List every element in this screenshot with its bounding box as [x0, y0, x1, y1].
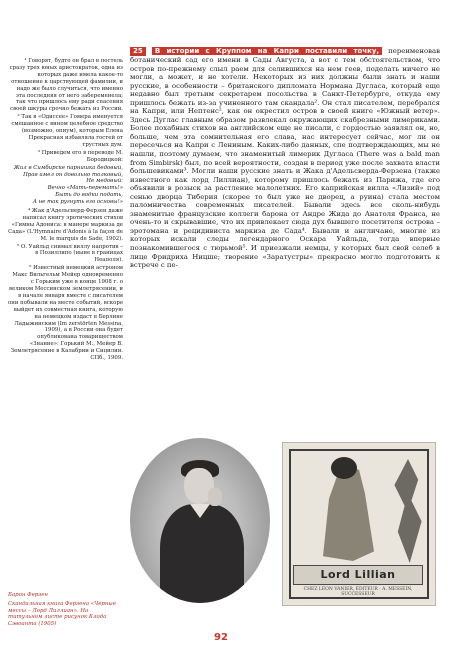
- limerick-poem: [8, 165, 123, 206]
- main-paragraph: [130, 47, 440, 270]
- caption-author: Барон Ферзен: [8, 592, 48, 598]
- book-cover-image: [282, 442, 436, 606]
- footnote-2: ² Так в «Одиссее» Гомера именуется смешанное с вином целебное средство (возможно, опиум), которым Елена Прекрасная избавляла гостей от грустных дум.: [11, 114, 123, 148]
- portrait-hand: [208, 488, 222, 506]
- poem-line: Вечно «Мать-перемать!»: [47, 185, 123, 192]
- footnote-6: ⁶ Известный немецкий астроном Макс Вильгельм Мейер одновременно с Горьким уже в конце 1908 г. о великом Мессинском землетрясении, и в начале января вместе с писателем они побывали на месте событий, вскоре выйдет их совместная книга, которую на немецком издаст в Берлине Ладыжинским (Im zerstörten Messina, 1909), а в России она будет опубликована товариществом «Знание»: Горький М., Мейер В. Землетрясение в Калабрии и Сицилии. СПб., 1909.: [8, 265, 124, 362]
- footnote-4: ⁴ Жак д'Адельсверд-Ферзен даже написал книгу эротических стихов «Гимны Адониса: в манере маркиза де Сада» (L'Hymnaire d'Adonis à la façon de M. le marquis de Sade, 1902).: [8, 208, 123, 242]
- cover-figure-head: [331, 457, 357, 479]
- footnote-3: ³ Приведем его в переводе М. Бородицкой:: [37, 149, 123, 163]
- body-text: переименовав ботанический сад его имени в Сады Августа, а вот с тем обстоятельством, что остров по-прежнему слыл раем для селившихся на нем геев, поделать ничего не могли, а может, и не хотели. Некоторых из них должны были знать и наши русские, в особенности – британского дипломата Нормана Дугласа, который еще недавно был третьим секретарем посольства в Санкт-Петербурге, откуда ему пришлось бежать из-за учиненного там скандала². Он стал писателем, перебрался на Капри, или Нептенс², как он окрестил остров в своей книге «Южный ветер». Здесь Дуглас главным образом развлекал окружающих скабрезными лимериками. Более похабных стихов на английском еще не писали, с гордостью заявлял он, но, больше, чем эта сомнительная его слава, нас интересует сейчас, мог ли он пересечься на Капри с Лениным. Каких-либо данных, спе подтверждающих, мы не нашли, поэтому думаем, что знаменитый лимерик Дугласа (There was a bald man from Simbirsk) был, по всей вероятности, создан в период уже после захвата власти большевиками³. Могли наши русские знать и Жака д'Адельсверда-Ферзена (также известного как лорд Лиллиан), которому пришлось бежать из Парижа, где его объявили в розыск за растление малолетних. Его каприйская вилла «Лизий» под сенью дворца Тиберия (скорее то был уже не дворец, а руина) стала местом паломничества современных писателей. Бывали здесь все сколь-нибудь знаменитые французские коллеги барона от Андре Жида до Анатоля Франса, не очень-то и скрывавшие, что их привлекает сюда дух бывшего посетителя острова – эротомана и рецидивиста маркиза де Сада⁴. Бывали и англичане, многие из которых искали следы легендарного Оскара Уайльда, тогда впервые познакомившегося с тюрьмой⁵. И приезжали немцы, у которых был свой селеб в лице Фридриха Ницше; творение «Заратустры» прекрасно могло подготовить к встрече с пе-: [130, 47, 440, 270]
- cover-publisher: CHEZ LÉON VANIER, ÉDITEUR · A. MESSEIN, SUCCESSEUR: [303, 587, 413, 597]
- poem-line: Жил в Симбирске парнишка бедовый,: [13, 164, 123, 171]
- section-title: В истории с Круппом на Капри поставили точку,: [152, 47, 382, 55]
- sidebar-notes: [8, 58, 123, 363]
- poem-line: Быть до водки подать,: [55, 192, 123, 199]
- cover-title: Lord Lillian: [293, 565, 423, 585]
- footnote-1: ¹ Говорят, будто он брал в постель сразу трех юных аристократок, одна из которых даже имела какое-то отношение к царствующей фамилии, и надо же было случиться, что именно эта последняя от него забеременела; так что пришлось ему ради спасения своей шкуры срочно бежать из России.: [9, 58, 123, 113]
- main-text-column: [130, 47, 440, 270]
- illustration-area: [130, 438, 440, 608]
- caption-text: Скандальная книга Ферзена «Черные мессы – Лорд Лиллиан». На титульном листе рисунок Клода Сэвоанта (1905): [8, 600, 117, 628]
- portrait-photo: [130, 438, 270, 603]
- portrait-body: [160, 504, 244, 603]
- poem-line: Прав имел он довольно толковый,: [23, 171, 123, 178]
- page-number: 92: [214, 632, 228, 643]
- photo-caption: [8, 592, 123, 628]
- poem-line: Не медовый:: [86, 178, 123, 185]
- footnote-5: ⁵ О. Уайльд снимал виллу напротив – в Позиллипо (ныне в границах Неаполя).: [16, 243, 123, 264]
- section-number: 25: [130, 47, 146, 56]
- poem-line: А не так ругнуть его основы!»: [32, 199, 123, 206]
